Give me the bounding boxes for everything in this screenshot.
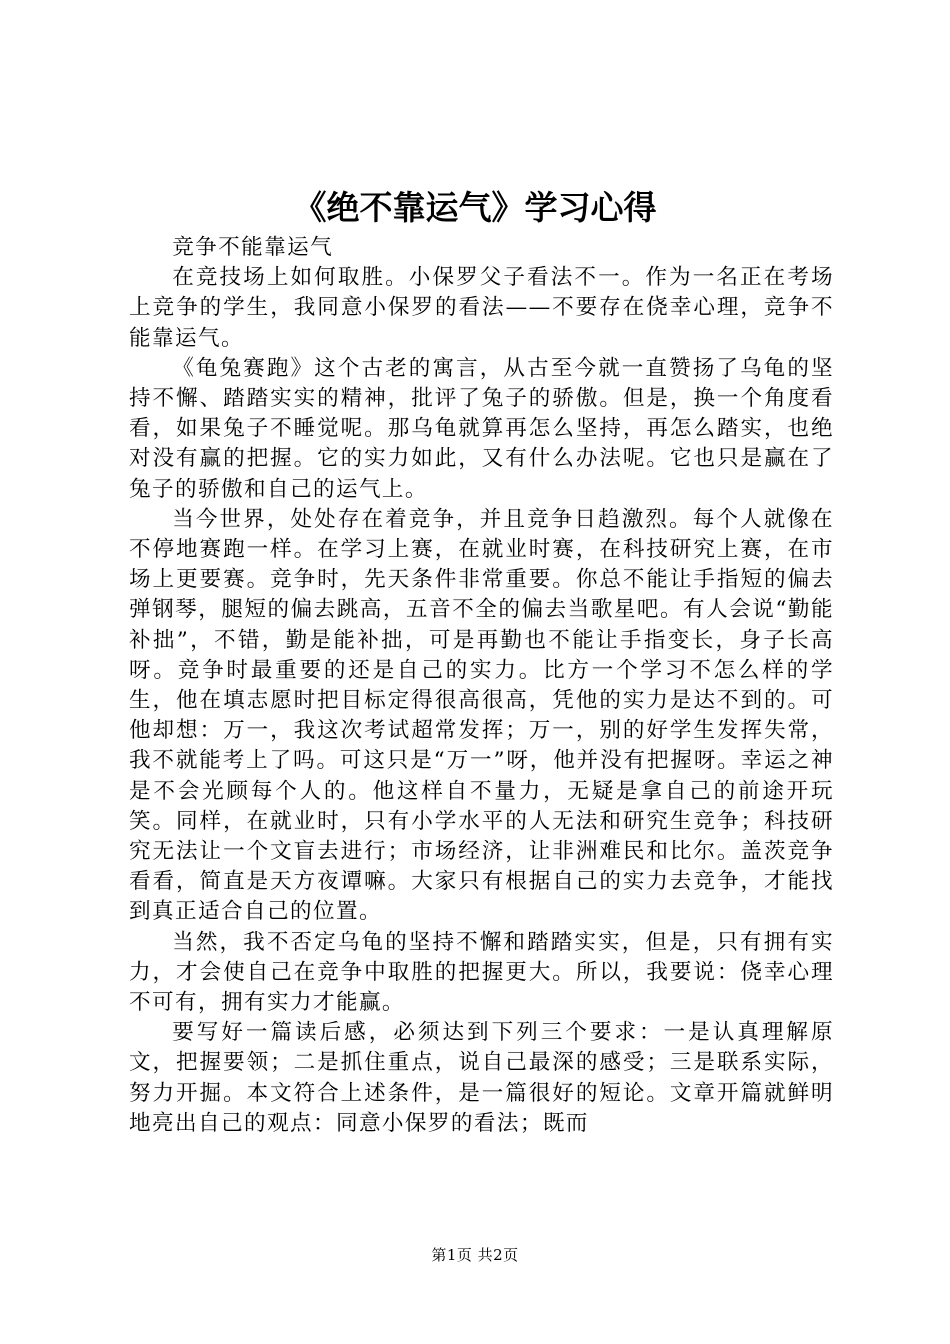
document-body bbox=[129, 233, 834, 1139]
document-title: 《绝不靠运气》学习心得 bbox=[293, 188, 657, 227]
paragraph-subtitle: 竞争不能靠运气 bbox=[172, 235, 334, 260]
paragraph: 当然，我不否定乌龟的坚持不懈和踏踏实实，但是，只有拥有实力，才会使自己在竞争中取胜的把握更大。所以，我要说：侥幸心理不可有，拥有实力才能赢。 bbox=[129, 929, 834, 1016]
paragraph: 要写好一篇读后感，必须达到下列三个要求：一是认真理解原文，把握要领；二是抓住重点，说自己最深的感受；三是联系实际，努力开掘。本文符合上述条件，是一篇很好的短论。文章开篇就鲜明地亮出自己的观点：同意小保罗的看法；既而 bbox=[129, 1020, 834, 1136]
page-number-footer: 第1页 共2页 bbox=[431, 1246, 519, 1264]
paragraph: 《龟兔赛跑》这个古老的寓言，从古至今就一直赞扬了乌龟的坚持不懈、踏踏实实的精神，批评了兔子的骄傲。但是，换一个角度看看，如果兔子不睡觉呢。那乌龟就算再怎么坚持，再怎么踏实，也绝对没有赢的把握。它的实力如此，又有什么办法呢。它也只是赢在了兔子的骄傲和自己的运气上。 bbox=[129, 355, 834, 502]
paragraph: 当今世界，处处存在着竞争，并且竞争日趋激烈。每个人就像在不停地赛跑一样。在学习上赛，在就业时赛，在科技研究上赛，在市场上更要赛。竞争时，先天条件非常重要。你总不能让手指短的偏去弹钢琴，腿短的偏去跳高，五音不全的偏去当歌星吧。有人会说“勤能补拙”，不错，勤是能补拙，可是再勤也不能让手指变长，身子长高呀。竞争时最重要的还是自己的实力。比方一个学习不怎么样的学生，他在填志愿时把目标定得很高很高，凭他的实力是达不到的。可他却想：万一，我这次考试超常发挥；万一，别的好学生发挥失常，我不就能考上了吗。可这只是“万一”呀，他并没有把握呀。幸运之神是不会光顾每个人的。他这样自不量力，无疑是拿自己的前途开玩笑。同样，在就业时，只有小学水平的人无法和研究生竞争；科技研究无法让一个文盲去进行；市场经济，让非洲难民和比尔。盖茨竞争看看，简直是天方夜谭嘛。大家只有根据自己的实力去竞争，才能找到真正适合自己的位置。 bbox=[129, 506, 834, 925]
paragraph: 在竞技场上如何取胜。小保罗父子看法不一。作为一名正在考场上竞争的学生，我同意小保罗的看法——不要存在侥幸心理，竞争不能靠运气。 bbox=[129, 265, 834, 351]
